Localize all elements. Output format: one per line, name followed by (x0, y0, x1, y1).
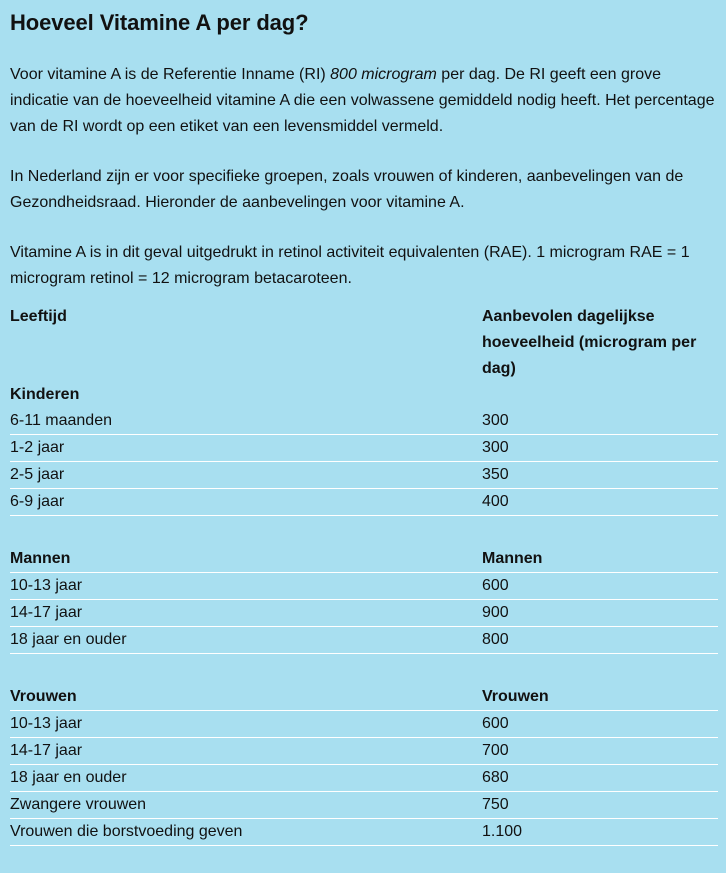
group-label: Mannen (10, 546, 482, 573)
group-label: Vrouwen (10, 684, 482, 711)
amount-cell: 300 (482, 435, 718, 462)
amount-cell: 600 (482, 573, 718, 600)
table-row (10, 765, 718, 792)
table-row (10, 600, 718, 627)
table-row (10, 435, 718, 462)
age-cell: 10-13 jaar (10, 573, 482, 600)
table-row (10, 711, 718, 738)
age-cell: 18 jaar en ouder (10, 627, 482, 654)
group-label-value: Vrouwen (482, 684, 718, 711)
intro-text-start: Voor vitamine A is de Referentie Inname (RI) (10, 66, 331, 83)
group-row-kinderen (10, 382, 718, 408)
table-header-row (10, 302, 718, 382)
table-row (10, 738, 718, 765)
amount-cell: 400 (482, 489, 718, 516)
table-row (10, 792, 718, 819)
group-row-mannen (10, 546, 718, 573)
age-cell: Vrouwen die borstvoeding geven (10, 819, 482, 846)
amount-cell: 900 (482, 600, 718, 627)
table-row (10, 627, 718, 654)
amount-cell: 750 (482, 792, 718, 819)
amount-cell: 350 (482, 462, 718, 489)
table-row (10, 408, 718, 435)
intro-paragraph (10, 62, 716, 140)
amount-cell: 600 (482, 711, 718, 738)
intro-emphasis: 800 microgram (330, 66, 437, 83)
table-row (10, 489, 718, 516)
amount-cell: 300 (482, 408, 718, 435)
mannen-rows (10, 573, 718, 654)
rae-paragraph: Vitamine A is in dit geval uitgedrukt in retinol activiteit equivalenten (RAE). 1 microgram RAE = 1 microgram retinol = 12 microgram betacaroteen. (10, 244, 690, 287)
age-cell: 14-17 jaar (10, 738, 482, 765)
age-cell: Zwangere vrouwen (10, 792, 482, 819)
amount-cell: 700 (482, 738, 718, 765)
age-cell: 1-2 jaar (10, 435, 482, 462)
header-leeftijd: Leeftijd (10, 308, 67, 325)
amount-cell: 1.100 (482, 819, 718, 846)
table-row (10, 462, 718, 489)
header-amount: Aanbevolen dagelijkse hoeveelheid (microgram per dag) (482, 308, 697, 377)
groups-paragraph: In Nederland zijn er voor specifieke groepen, zoals vrouwen of kinderen, aanbevelingen van de Gezondheidsraad. Hieronder de aanbevelingen voor vitamine A. (10, 168, 684, 211)
kinderen-rows (10, 408, 718, 516)
age-cell: 2-5 jaar (10, 462, 482, 489)
amount-cell: 680 (482, 765, 718, 792)
recommendation-table (10, 302, 718, 846)
table-row (10, 819, 718, 846)
age-cell: 18 jaar en ouder (10, 765, 482, 792)
age-cell: 6-11 maanden (10, 408, 482, 435)
age-cell: 10-13 jaar (10, 711, 482, 738)
group-label-value: Mannen (482, 546, 718, 573)
amount-cell: 800 (482, 627, 718, 654)
vrouwen-rows (10, 711, 718, 846)
page-title: Hoeveel Vitamine A per dag? (10, 10, 309, 35)
group-row-vrouwen (10, 684, 718, 711)
age-cell: 6-9 jaar (10, 489, 482, 516)
intro-text-end: per dag. De RI geeft een grove indicatie van de hoeveelheid vitamine A die een volwassene gemiddeld nodig heeft. Het percentage van de RI wordt op een etiket van een levensmiddel vermeld. (10, 66, 715, 135)
table-row (10, 573, 718, 600)
group-label: Kinderen (10, 386, 80, 403)
age-cell: 14-17 jaar (10, 600, 482, 627)
